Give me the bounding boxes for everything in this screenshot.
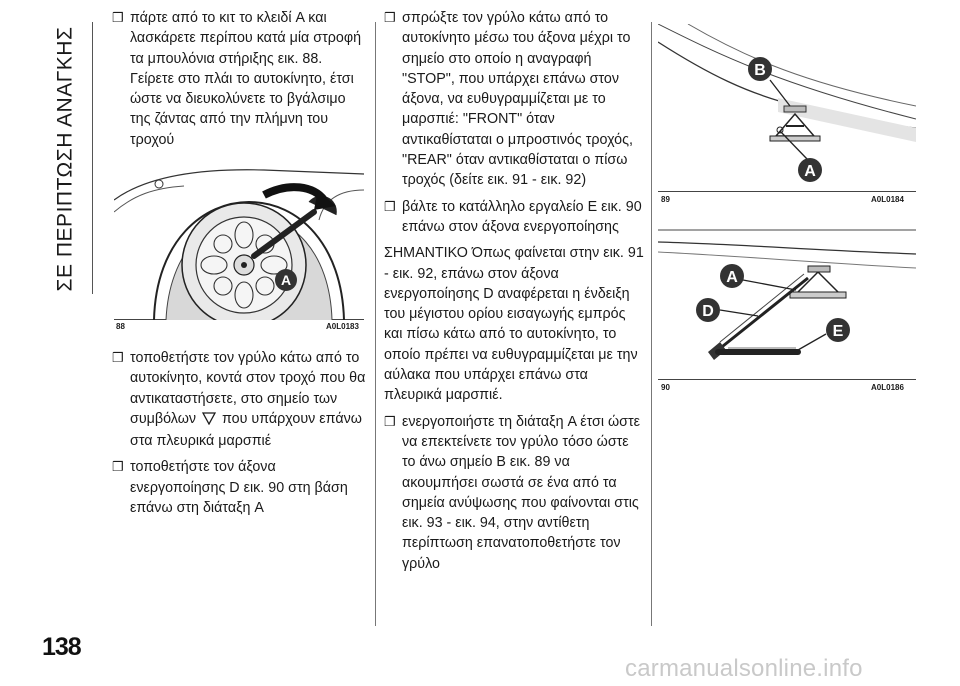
column-divider [651, 22, 652, 626]
column-divider [375, 22, 376, 626]
checkbox-bullet-icon: ❒ [112, 350, 124, 365]
wheel-illustration [114, 160, 364, 320]
section-divider [92, 22, 93, 294]
jack-under-sill-illustration [658, 24, 916, 192]
figure-code: A0L0184 [871, 195, 904, 204]
list-item: ❒ βάλτε το κατάλληλο εργαλείο E εικ. 90 επάνω στον άξονα ενεργοποίησης [384, 197, 646, 238]
figure-90 [658, 212, 916, 380]
svg-text:A: A [726, 269, 738, 286]
list-item: ❒ τοποθετήστε τον γρύλο κάτω από το αυτοκίνητο, κοντά στον τροχό που θα αντικαταστήσετε, στο σημείο των συμβόλων που υπάρχουν επάνω στα πλευρικά μαρσπιέ [112, 348, 368, 451]
list-item: ❒ πάρτε από το κιτ το κλειδί A και λασκάρετε περίπου κατά μία στροφή τα μπουλόνια στήριξης εικ. 88. Γείρετε στο πλάι το αυτοκίνητο, έτσι ώστε να διευκολύνετε το βγάλσιμο της ζάντας από την πλήμνη του τροχού [112, 8, 368, 150]
figure-code: A0L0183 [326, 322, 359, 331]
figure-number: 89 [661, 195, 670, 204]
figure-code: A0L0186 [871, 383, 904, 392]
svg-text:B: B [754, 62, 766, 79]
checkbox-bullet-icon: ❒ [384, 413, 396, 429]
svg-text:E: E [832, 323, 844, 340]
section-title: ΣΕ ΠΕΡΙΠΤΩΣΗ ΑΝΑΓΚΗΣ [53, 26, 76, 292]
column-1 [112, 8, 368, 156]
checkbox-bullet-icon: ❒ [384, 10, 396, 25]
list-item: ❒ σπρώξτε τον γρύλο κάτω από το αυτοκίνητο μέσω του άξονα μέχρι το σημείο στο οποίο η αναγραφή "STOP", που υπάρχει επάνω στον άξονα, να ευθυγραμμίζεται με το μαρσπιέ: "FRONT" όταν αντικαθίσταται ο μπροστινός τροχός, "REAR" όταν αντικαθίσταται ο πίσω τροχός (δείτε εικ. 91 - εικ. 92) [384, 8, 646, 191]
svg-text:A: A [804, 163, 816, 180]
page-number: 138 [42, 633, 81, 661]
important-note: ΣΗΜΑΝΤΙΚΟ Όπως φαίνεται στην εικ. 91 - εικ. 92, επάνω στον άξονα ενεργοποίησης D αναφέρεται η ένδειξη του μέγιστου ορίου εισαγωγής εμπρός και πίσω κάτω από το αυτοκίνητο, το οποίο πρέπει να ευθυγραμμίζεται με την αύλακα που υπάρχει επάνω στα πλευρικά μαρσπιέ. [384, 245, 644, 404]
list-item: ❒ ενεργοποιήστε τη διάταξη A έτσι ώστε να επεκτείνετε τον γρύλο τόσο ώστε το άνω σημείο B εικ. 89 να ακουμπήσει σωστά σε ένα από τα σημεία ανύψωσης που φαίνονται στις εικ. 93 - εικ. 94, στην αντίθετη περίπτωση επανατοποθετήστε τον γρύλο [384, 412, 646, 574]
checkbox-bullet-icon: ❒ [112, 459, 124, 475]
svg-text:A: A [280, 272, 292, 288]
column-1-lower [112, 348, 368, 524]
watermark: carmanualsonline.info [625, 655, 863, 682]
figure-number: 88 [116, 322, 125, 331]
figure-89 [658, 24, 916, 192]
checkbox-bullet-icon: ❒ [112, 10, 124, 25]
figure-number: 90 [661, 383, 670, 392]
figure-88 [114, 160, 364, 320]
jack-tool-illustration [658, 212, 916, 380]
checkbox-bullet-icon: ❒ [384, 198, 396, 214]
column-2 [384, 8, 646, 580]
triangle-down-icon [202, 411, 216, 431]
list-item: ❒ τοποθετήστε τον άξονα ενεργοποίησης D εικ. 90 στη βάση επάνω στη διάταξη A [112, 457, 368, 518]
svg-text:D: D [702, 303, 714, 320]
